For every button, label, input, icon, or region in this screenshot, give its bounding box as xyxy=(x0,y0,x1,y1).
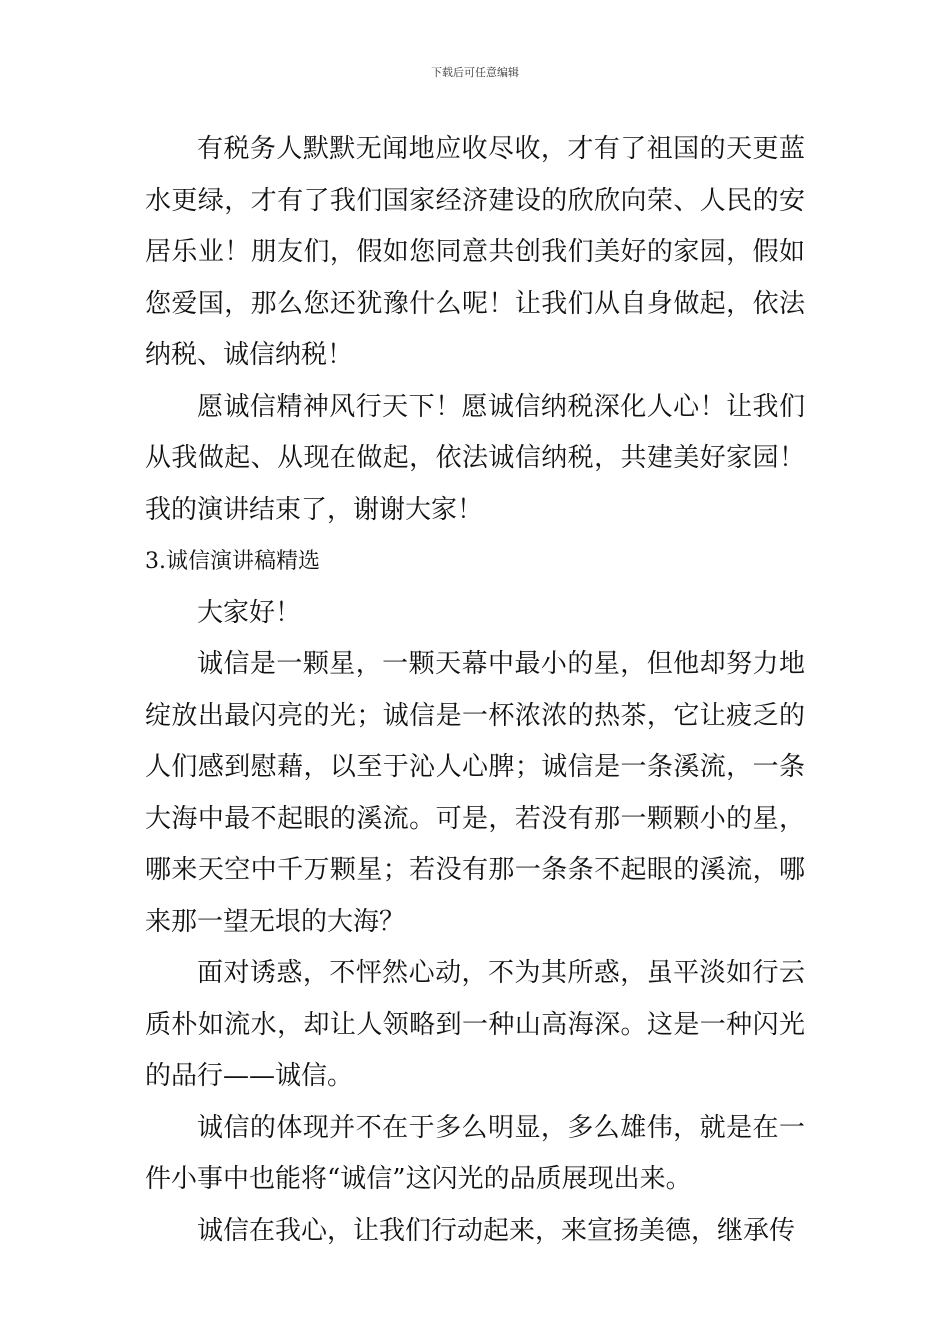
greeting-paragraph: 大家好！ xyxy=(197,597,302,628)
paragraph: 有税务人默默无闻地应收尽收，才有了祖国的天更蓝水更绿，才有了我们国家经济建设的欣欣向荣、人民的安居乐业！朋友们，假如您同意共创我们美好的家园，假如您爱国，那么您还犹豫什么呢！让我们从自身做起，依法纳税、诚信纳税！ xyxy=(145,134,805,370)
paragraph: 诚信是一颗星，一颗天幕中最小的星，但他却努力地绽放出最闪亮的光；诚信是一杯浓浓的热茶，它让疲乏的人们感到慰藉，以至于沁人心脾；诚信是一条溪流，一条大海中最不起眼的溪流。可是，若没有那一颗颗小的星，哪来天空中千万颗星；若没有那一条条不起眼的溪流，哪来那一望无垠的大海？ xyxy=(145,649,805,937)
section-heading: 3.诚信演讲稿精选 xyxy=(145,549,320,574)
paragraph: 面对诱惑，不怦然心动，不为其所惑，虽平淡如行云质朴如流水，却让人领略到一种山高海深。这是一种闪光的品行——诚信。 xyxy=(145,958,805,1091)
paragraph: 诚信的体现并不在于多么明显，多么雄伟，就是在一件小事中也能将“诚信”这闪光的品质展现出来。 xyxy=(145,1112,805,1194)
page-header: 下载后可任意编辑 xyxy=(431,66,519,79)
document-body xyxy=(145,124,805,1257)
paragraph: 愿诚信精神风行天下！愿诚信纳税深化人心！让我们从我做起、从现在做起，依法诚信纳税，共建美好家园！我的演讲结束了，谢谢大家！ xyxy=(145,391,805,525)
paragraph: 诚信在我心，让我们行动起来，来宣扬美德，继承传 xyxy=(197,1215,796,1246)
